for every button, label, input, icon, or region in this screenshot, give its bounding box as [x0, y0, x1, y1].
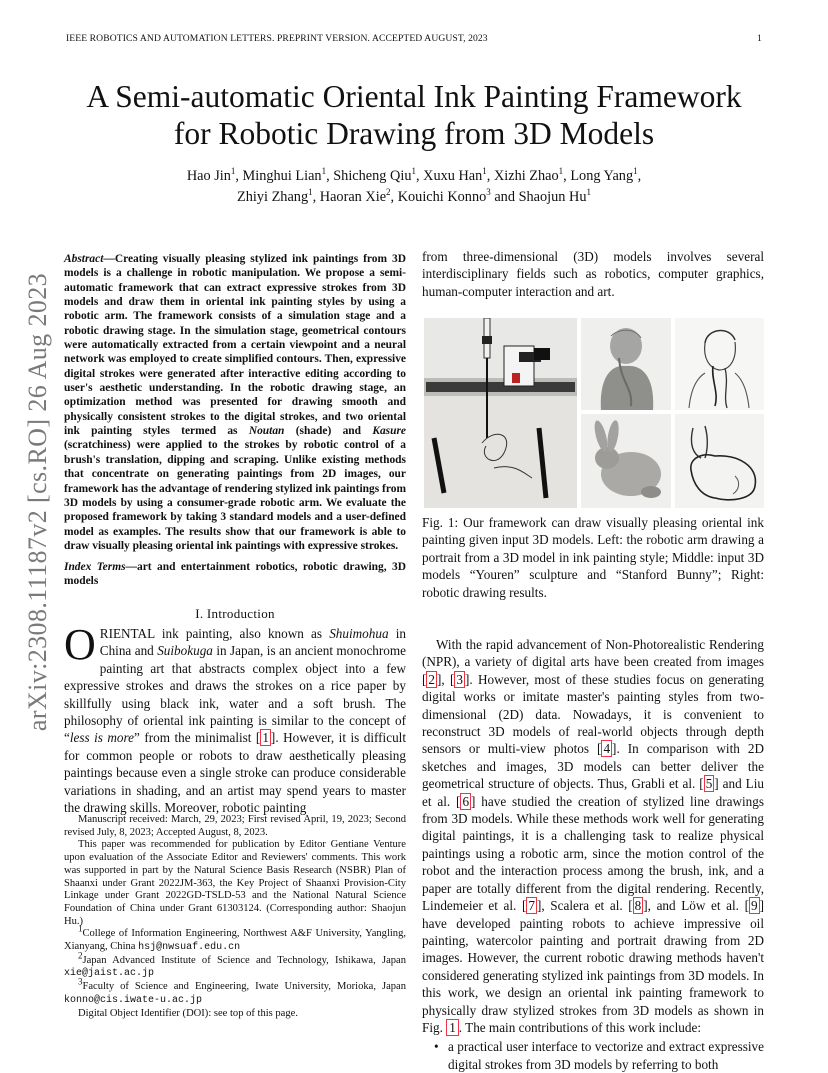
footnote-editor: This paper was recommended for publication by Editor Gentiane Venture upon evaluation of the Associate Editor and Reviewers' comments. This work was supported in part by the Natural Science Basis Research (NSBR) Plan of Shaanxi under Grant 2022JM-363, the Key Project of Shaanxi Provision-City Linkage under Grant 2022GD-TSLD-53 and the National Natural Science Foundation of China under Grant 61303124. (Corresponding author: Shaojun Hu.) — [64, 839, 406, 927]
citation-link[interactable]: 7 — [528, 898, 535, 914]
section-heading-introduction: I. Introduction — [195, 606, 275, 621]
affiliation-mark: 1 — [586, 187, 591, 198]
drop-cap: O — [64, 620, 96, 669]
figure-1-caption: Fig. 1: Our framework can draw visually pleasing oriental ink painting given input 3D models. Left: the robotic arm drawing a portrait from a 3D model in ink painting style; Middle: input 3D models “Youren” sculpture and “Stanford Bunny”; Right: robotic drawing results. — [422, 515, 764, 600]
youren-sculpture-illustration — [581, 318, 671, 410]
authors-line-1: Hao Jin$^1$, Minghui Lian$^1$, Shicheng Qiu$^1$, Xuxu Han$^1$, Xizhi Zhao$^1$, Long Yang$^1$, — [186, 166, 642, 184]
abstract-noutan: Noutan — [248, 425, 285, 438]
affiliation-mark: 1 — [321, 166, 327, 177]
email-link[interactable]: hsj@nwsuaf.edu.cn — [138, 942, 241, 954]
robot-arm-photo — [424, 318, 577, 508]
author-name: Shaojun Hu$^1$ — [518, 187, 591, 205]
citation-link[interactable]: 8 — [634, 898, 642, 914]
affiliation-mark: 1 — [230, 166, 236, 177]
index-terms — [64, 560, 406, 589]
term-shuimohua: Shuimohua — [329, 626, 389, 641]
authors-line-2: Zhiyi Zhang$^1$, Haoran Xie$^2$, Kouichi Konno$^3$ and Shaojun Hu$^1$ — [237, 187, 591, 205]
intro-continuation: from three-dimensional (3D) models involves several interdisciplinary fields such as robotics, computer graphics, human-computer interaction and art. — [422, 249, 764, 299]
author-name: Long Yang$^1$ — [570, 166, 638, 184]
portrait-ink-painting — [675, 318, 764, 410]
author-name: Hao Jin$^1$ — [186, 166, 236, 184]
running-head: IEEE ROBOTICS AND AUTOMATION LETTERS. PREPRINT VERSION. ACCEPTED AUGUST, 2023 — [66, 33, 488, 44]
footnote-affiliation-1: $^1$College of Information Engineering, Northwest A&F University, Yangling, Xianyang, China hsj@nwsuaf.edu.cn — [64, 923, 406, 954]
abstract — [64, 252, 406, 553]
affiliation-mark: 1 — [308, 187, 313, 198]
abstract-label: Abstract — [64, 253, 104, 265]
author-name: Haoran Xie$^2$ — [319, 187, 391, 205]
citation-link[interactable]: 9 — [751, 898, 758, 914]
affiliation-mark: 2 — [386, 187, 391, 198]
footnote-affiliation-2: $^2$Japan Advanced Institute of Science and Technology, Ishikawa, Japan xie@jaist.ac.jp — [64, 950, 406, 980]
intro-text: ” from the minimalist — [134, 730, 256, 746]
intro-text: in Japan, is an ancient monochrome painting art that abstracts complex object into a few expressive strokes and draws the strokes on a rice paper by skillfully using black ink, water and a soft brush. The philosophy of oriental ink painting is similar to the concept of “ — [64, 643, 406, 746]
intro-text: RIENTAL ink painting, also known as — [99, 626, 330, 641]
author-name: Xuxu Han$^1$ — [423, 166, 487, 184]
author-name: Kouichi Konno$^3$ — [397, 187, 491, 205]
intro-paragraph-2: With the rapid advancement of Non-Photorealistic Rendering (NPR), a variety of digital arts have been created from images [ 2 ], [ 3 ]. However, most of these studies focus on generating digital works or imitate master's painting styles from two-dimensional (2D) data. Nowadays, it is convenient to reconstruct 3D models of real-world objects through depth sensors or multi-view photos [ 4 ]. In comparison with 2D sketches and images, 3D models can better deliver the geometrical structure of objects. Thus, Grabli et al. [ 5 ] and Liu et al. [ 6 ] have studied the creation of stylized line drawings from 3D models. While these methods work well for generating digital paintings, it is a challenging task to realize physical paintings using a robotic arm, since the motion control of the robot and the interaction process among the brush, ink, and a paper are totally different from the digital rendering. Recently, Lindemeier et al. [ 7 ], Scalera et al. [ 8 ], and Löw et al. [ 9 ] have developed painting robots to achieve impressive oil painting, watercolor painting and portrait drawing from 2D images. However, the current robotic drawing methods haven't considered generating stylized ink paintings from 3D models. In this work, we design an oriental ink painting framework to physically draw stylized strokes from 3D models as shown in Fig. 1 . The main contributions of this work include: — [422, 637, 765, 1035]
author-name: Zhiyi Zhang$^1$ — [237, 187, 313, 205]
arxiv-stamp — [18, 272, 58, 732]
intro-body-right — [422, 636, 764, 1073]
figure-reference-link[interactable]: 1 — [446, 1019, 459, 1036]
contribution-bullet: • a practical user interface to vectorize and extract expressive digital strokes from 3D models by referring to both — [434, 1038, 764, 1073]
abstract-text-rest: (scratchiness) were applied to the strokes by robotic control of a brush's translation, dipping and scraping. Unlike existing methods that concentrate on generating paintings from 2D images, our framework has the advantage of rendering stylized ink paintings from 3D models by using a consumer-grade robotic arm. We evaluate the proposed framework by taking 3 standard models and a user-defined model as examples. The results show that our framework is able to draw visually pleasing oriental ink paintings with expressive strokes. — [64, 439, 406, 552]
figure-1 — [424, 318, 764, 508]
bunny-ink-painting — [675, 414, 764, 508]
arxiv-stamp-text: arXiv:2308.11187v2 [cs.RO] 26 Aug 2023 — [23, 272, 52, 732]
bunny-illustration — [581, 414, 671, 508]
citation-link[interactable]: 1 — [262, 730, 269, 746]
title-line-2: for Robotic Drawing from 3D Models — [173, 116, 655, 151]
abstract-text-mid: (shade) and — [284, 425, 373, 438]
affiliation-mark: 1 — [482, 166, 487, 177]
citation-link[interactable]: 2 — [428, 671, 435, 687]
index-terms-text: —art and entertainment robotics, robotic drawing, 3D models — [64, 561, 406, 588]
term-less-is-more: less is more — [69, 730, 134, 746]
intro-text: in China and — [99, 626, 406, 659]
paper-title — [40, 78, 788, 152]
affiliation-mark: 1 — [411, 166, 416, 177]
footnote-received: Manuscript received: March, 29, 2023; First revised April, 19, 2023; Second revised July, 8, 2023; Accepted August, 8, 2023. — [64, 814, 406, 838]
citation-link[interactable]: 6 — [462, 793, 470, 809]
affiliation-mark: 1 — [633, 166, 638, 177]
author-name: Shicheng Qiu$^1$ — [333, 166, 416, 184]
term-suibokuga: Suibokuga — [157, 643, 213, 659]
author-name: Minghui Lian$^1$ — [242, 166, 327, 184]
citation-link[interactable]: 5 — [705, 776, 713, 792]
intro-paragraph: ORIENTAL ink painting, also known as Shuimohua in China and Suibokuga in Japan, is an ancient monochrome painting art that abstracts complex object into a few expressive strokes and draws the strokes on a rice paper by skillfully using black ink, water and a soft brush. The philosophy of oriental ink painting is similar to the concept of “less is more” from the minimalist [ 1 ]. However, it is difficult for common people or robots to draw aesthetically pleasing paintings because even a single stroke can produce considerable variations in shading, and an artist may spend years to master the drawing skills. Moreover, robotic painting — [64, 620, 406, 816]
author-name: Xizhi Zhao$^1$ — [493, 166, 564, 184]
affiliation-mark: 3 — [486, 187, 491, 198]
robot-arm-illustration — [424, 318, 577, 508]
footnote-affiliation-3: $^3$Faculty of Science and Engineering, Iwate University, Morioka, Japan konno@cis.iwate-u.ac.jp — [64, 976, 406, 1006]
citation-link[interactable]: 3 — [456, 671, 464, 687]
youren-model-render — [581, 318, 671, 410]
abstract-text: —Creating visually pleasing stylized ink paintings from 3D models is a challenge in robotic manipulation. We propose a semi-automatic framework that can extract expressive strokes from 3D models and draw them in oriental ink painting styles by using a robotic arm. The framework consists of a simulation stage and a robotic drawing stage. In the simulation stage, geometrical contours were automatically extracted from a certain viewpoint and a neural network was employed to create simplified contours. Then, expressive digital strokes were generated after interactive editing according to user's aesthetic understanding. In the robotic drawing stage, an optimization method was presented for drawing smooth and physically consistent strokes to the digital strokes, and two oriental ink painting styles termed as — [64, 253, 406, 438]
index-terms-label: Index Terms — [64, 561, 126, 573]
email-link[interactable]: konno@cis.iwate-u.ac.jp — [64, 994, 203, 1006]
affiliation-mark: 1 — [558, 166, 564, 177]
footnotes — [64, 814, 406, 1020]
abstract-kasure: Kasure — [372, 425, 406, 438]
email-link[interactable]: xie@jaist.ac.jp — [64, 968, 155, 980]
intro-text: . However, it is difficult for common people or robots to draw aesthetically pleasing paintings because even a single stroke can produce considerable variations in shading, and an artist may spend years to master the drawing skills. Moreover, robotic painting — [64, 730, 406, 816]
stanford-bunny-render — [581, 414, 671, 508]
title-line-1: A Semi-automatic Oriental Ink Painting Framework — [86, 79, 742, 114]
bunny-strokes — [675, 414, 764, 508]
portrait-strokes — [675, 318, 764, 410]
citation-link[interactable]: 4 — [603, 741, 611, 757]
author-list — [80, 166, 748, 208]
footnote-doi: Digital Object Identifier (DOI): see top of this page. — [78, 1007, 298, 1019]
page-number: 1 — [757, 33, 762, 44]
